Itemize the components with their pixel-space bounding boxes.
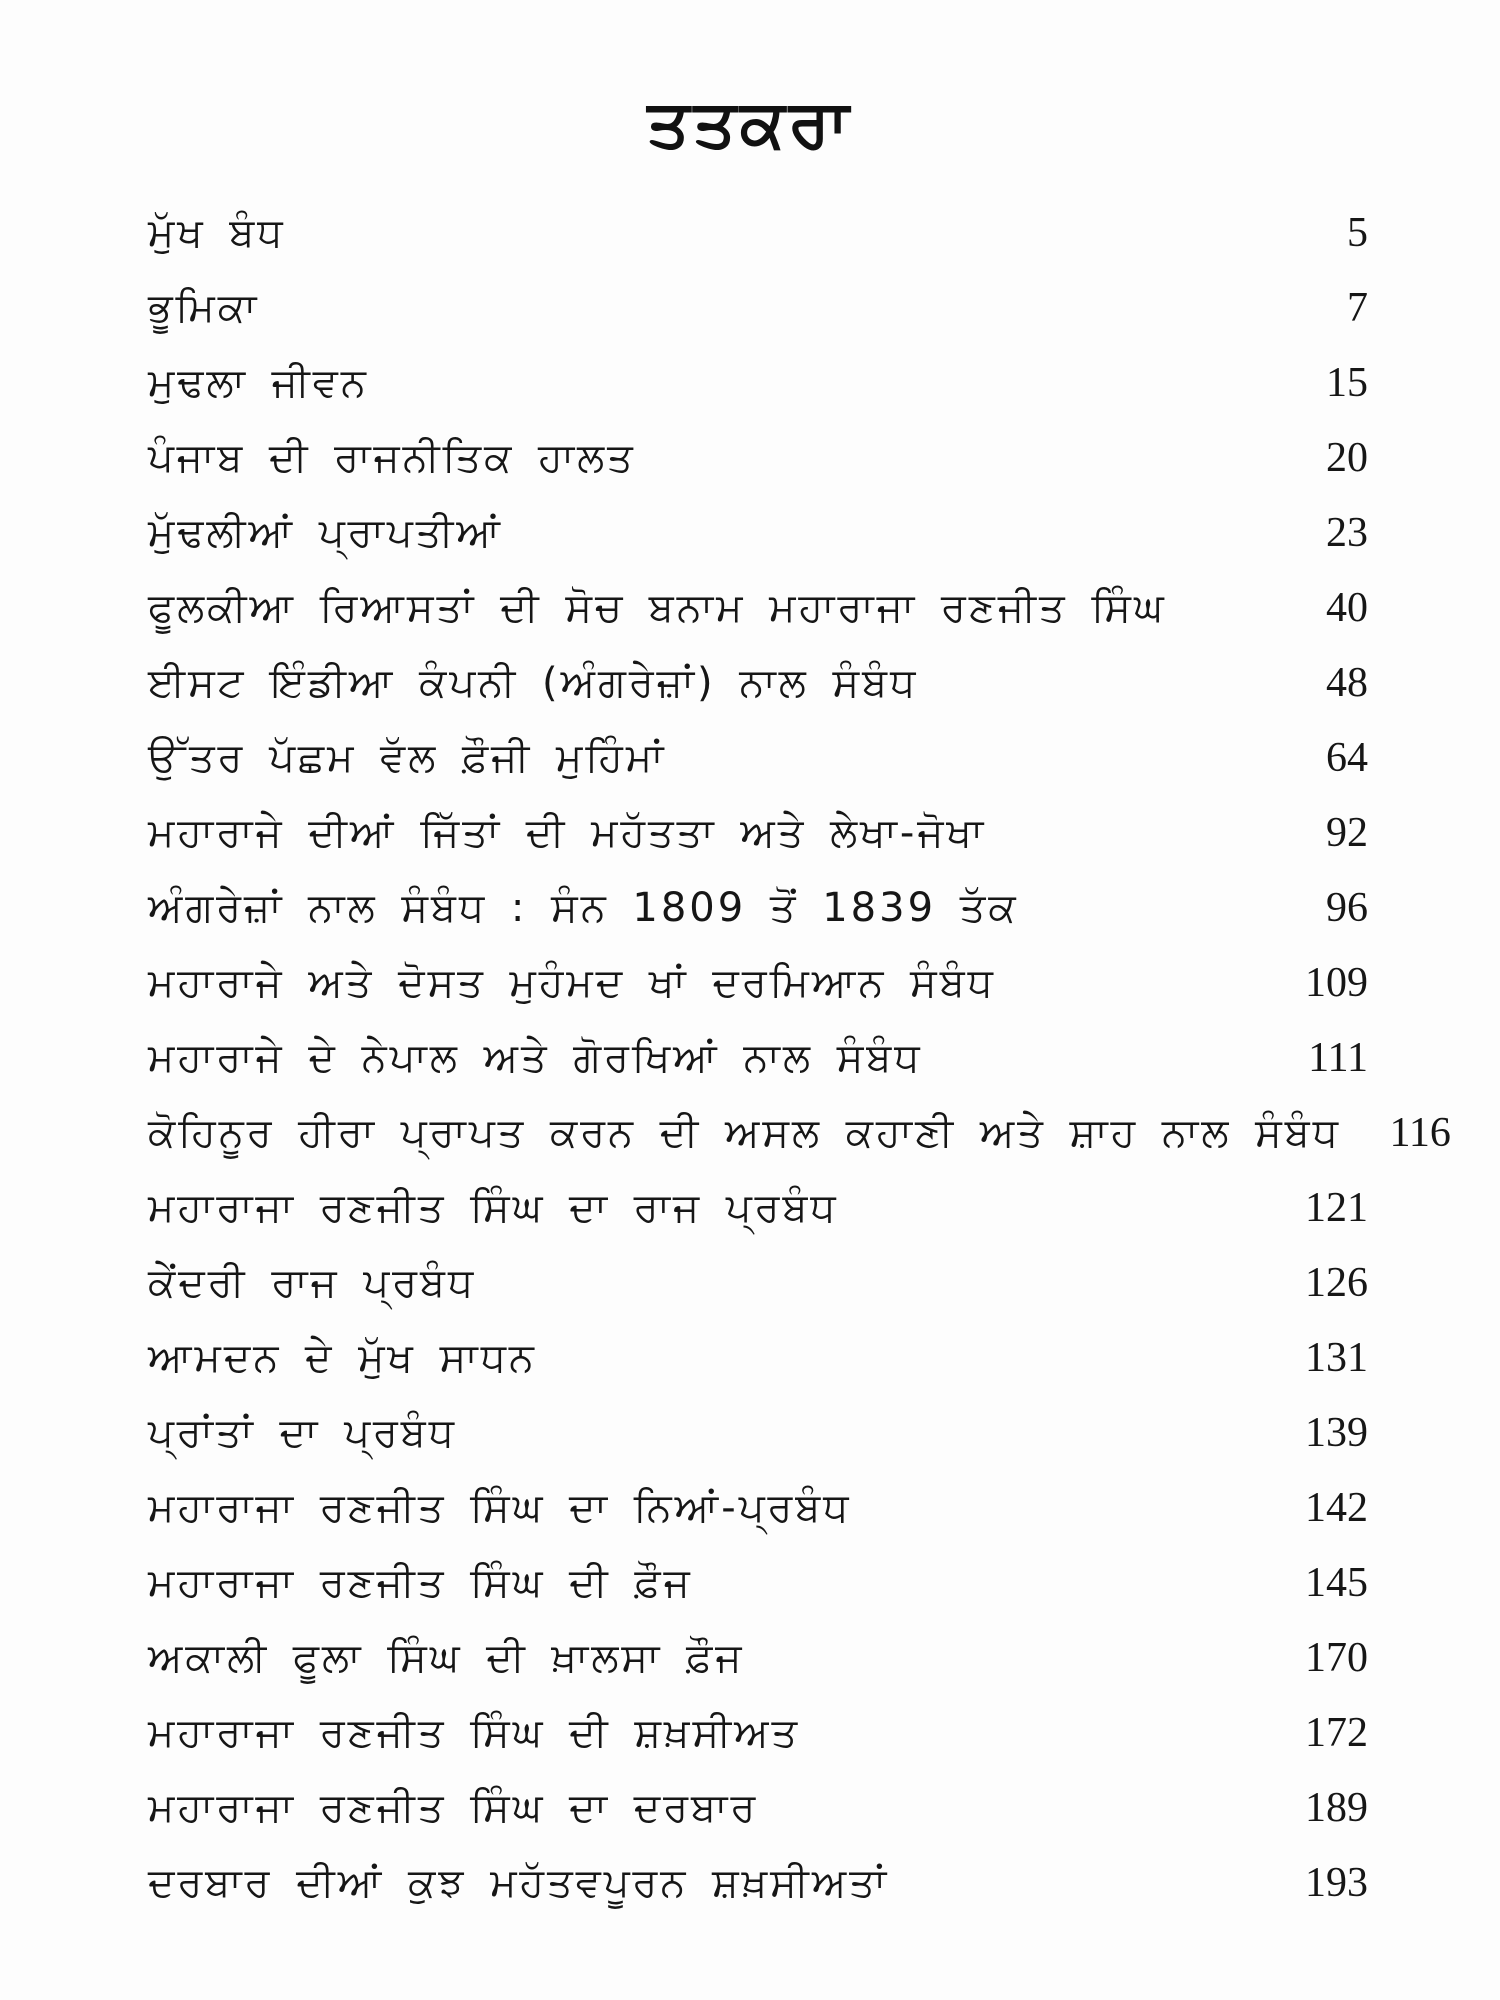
toc-entry [148,1620,1368,1695]
toc-entry [148,1470,1368,1545]
toc-entry-title: ਮੁੱਖ ਬੰਧ [148,209,286,256]
toc-entry [148,1845,1368,1920]
toc-entry-title: ਦਰਬਾਰ ਦੀਆਂ ਕੁਝ ਮਹੱਤਵਪੂਰਨ ਸ਼ਖ਼ਸੀਅਤਾਂ [148,1859,890,1906]
toc-entry [148,570,1368,645]
toc-entry-title: ਮੁਢਲਾ ਜੀਵਨ [148,359,369,406]
toc-entry [148,1020,1368,1095]
toc-entry [148,1395,1368,1470]
toc-entry-page: 172 [1305,1709,1368,1756]
toc-entry [148,1095,1451,1170]
toc-entry-title: ਈਸਟ ਇੰਡੀਆ ਕੰਪਨੀ (ਅੰਗਰੇਜ਼ਾਂ) ਨਾਲ ਸੰਬੰਧ [148,659,919,706]
toc-entry-page: 189 [1305,1784,1368,1831]
toc-entry-page: 116 [1389,1109,1451,1156]
table-of-contents [148,195,1451,1920]
toc-entry-title: ਅੰਗਰੇਜ਼ਾਂ ਨਾਲ ਸੰਬੰਧ : ਸੰਨ 1809 ਤੋਂ 1839 ਤੱਕ [148,884,1019,931]
toc-entry-title: ਮਹਾਰਾਜੇ ਅਤੇ ਦੋਸਤ ਮੁਹੰਮਦ ਖਾਂ ਦਰਮਿਆਨ ਸੰਬੰਧ [148,959,996,1006]
toc-entry-page: 48 [1326,659,1368,706]
toc-entry-title: ਫੂਲਕੀਆ ਰਿਆਸਤਾਂ ਦੀ ਸੋਚ ਬਨਾਮ ਮਹਾਰਾਜਾ ਰਣਜੀਤ ਸਿੰਘ [148,584,1167,631]
page-title: ਤਤਕਰਾ [647,85,853,163]
toc-entry-page: 111 [1308,1034,1368,1081]
toc-entry-title: ਮਹਾਰਾਜਾ ਰਣਜੀਤ ਸਿੰਘ ਦੀ ਸ਼ਖ਼ਸੀਅਤ [148,1709,801,1756]
toc-entry [148,420,1368,495]
toc-entry-page: 5 [1347,209,1368,256]
toc-entry [148,1695,1368,1770]
toc-entry-title: ਮਹਾਰਾਜਾ ਰਣਜੀਤ ਸਿੰਘ ਦਾ ਦਰਬਾਰ [148,1784,759,1831]
toc-entry-page: 64 [1326,734,1368,781]
toc-entry-page: 40 [1326,584,1368,631]
toc-entry-page: 145 [1305,1559,1368,1606]
toc-entry-title: ਆਮਦਨ ਦੇ ਮੁੱਖ ਸਾਧਨ [148,1334,537,1381]
toc-entry-title: ਕੋਹਿਨੂਰ ਹੀਰਾ ਪ੍ਰਾਪਤ ਕਰਨ ਦੀ ਅਸਲ ਕਹਾਣੀ ਅਤੇ ਸ਼ਾਹ ਨਾਲ ਸੰਬੰਧ [148,1109,1341,1156]
toc-entry-page: 126 [1305,1259,1368,1306]
toc-entry [148,645,1368,720]
toc-entry-title: ਮਹਾਰਾਜਾ ਰਣਜੀਤ ਸਿੰਘ ਦਾ ਰਾਜ ਪ੍ਰਬੰਧ [148,1184,839,1231]
toc-entry [148,795,1368,870]
toc-entry-page: 23 [1326,509,1368,556]
toc-entry-page: 142 [1305,1484,1368,1531]
toc-entry-page: 109 [1305,959,1368,1006]
toc-entry-page: 193 [1305,1859,1368,1906]
toc-entry [148,1320,1368,1395]
toc-entry-page: 20 [1326,434,1368,481]
toc-entry-title: ਕੇਂਦਰੀ ਰਾਜ ਪ੍ਰਬੰਧ [148,1259,477,1306]
toc-entry [148,270,1368,345]
toc-entry-title: ਮਹਾਰਾਜੇ ਦੀਆਂ ਜਿੱਤਾਂ ਦੀ ਮਹੱਤਤਾ ਅਤੇ ਲੇਖਾ-ਜੋਖਾ [148,809,987,856]
toc-entry-page: 131 [1305,1334,1368,1381]
toc-entry-title: ਮੁੱਢਲੀਆਂ ਪ੍ਰਾਪਤੀਆਂ [148,509,503,556]
toc-entry [148,1545,1368,1620]
toc-entry-title: ਮਹਾਰਾਜੇ ਦੇ ਨੇਪਾਲ ਅਤੇ ਗੋਰਖਿਆਂ ਨਾਲ ਸੰਬੰਧ [148,1034,923,1081]
toc-entry [148,195,1368,270]
toc-entry [148,1245,1368,1320]
toc-entry [148,870,1368,945]
toc-entry [148,495,1368,570]
toc-entry-title: ਪੰਜਾਬ ਦੀ ਰਾਜਨੀਤਿਕ ਹਾਲਤ [148,434,636,481]
toc-entry-title: ਭੂਮਿਕਾ [148,284,260,331]
toc-entry-title: ਅਕਾਲੀ ਫੂਲਾ ਸਿੰਘ ਦੀ ਖ਼ਾਲਸਾ ਫ਼ੌਜ [148,1634,745,1681]
toc-entry-title: ਮਹਾਰਾਜਾ ਰਣਜੀਤ ਸਿੰਘ ਦਾ ਨਿਆਂ-ਪ੍ਰਬੰਧ [148,1484,852,1531]
toc-entry [148,945,1368,1020]
toc-entry [148,1770,1368,1845]
toc-entry [148,345,1368,420]
toc-entry-title: ਪ੍ਰਾਂਤਾਂ ਦਾ ਪ੍ਰਬੰਧ [148,1409,457,1456]
toc-entry-page: 170 [1305,1634,1368,1681]
toc-entry-page: 15 [1326,359,1368,406]
toc-entry [148,1170,1368,1245]
toc-entry-page: 96 [1326,884,1368,931]
toc-entry-title: ਮਹਾਰਾਜਾ ਰਣਜੀਤ ਸਿੰਘ ਦੀ ਫ਼ੌਜ [148,1559,693,1606]
toc-entry-page: 139 [1305,1409,1368,1456]
toc-entry-page: 121 [1305,1184,1368,1231]
toc-entry [148,720,1368,795]
toc-entry-title: ਉੱਤਰ ਪੱਛਮ ਵੱਲ ਫ਼ੌਜੀ ਮੁਹਿੰਮਾਂ [148,734,667,781]
toc-entry-page: 92 [1326,809,1368,856]
toc-entry-page: 7 [1347,284,1368,331]
